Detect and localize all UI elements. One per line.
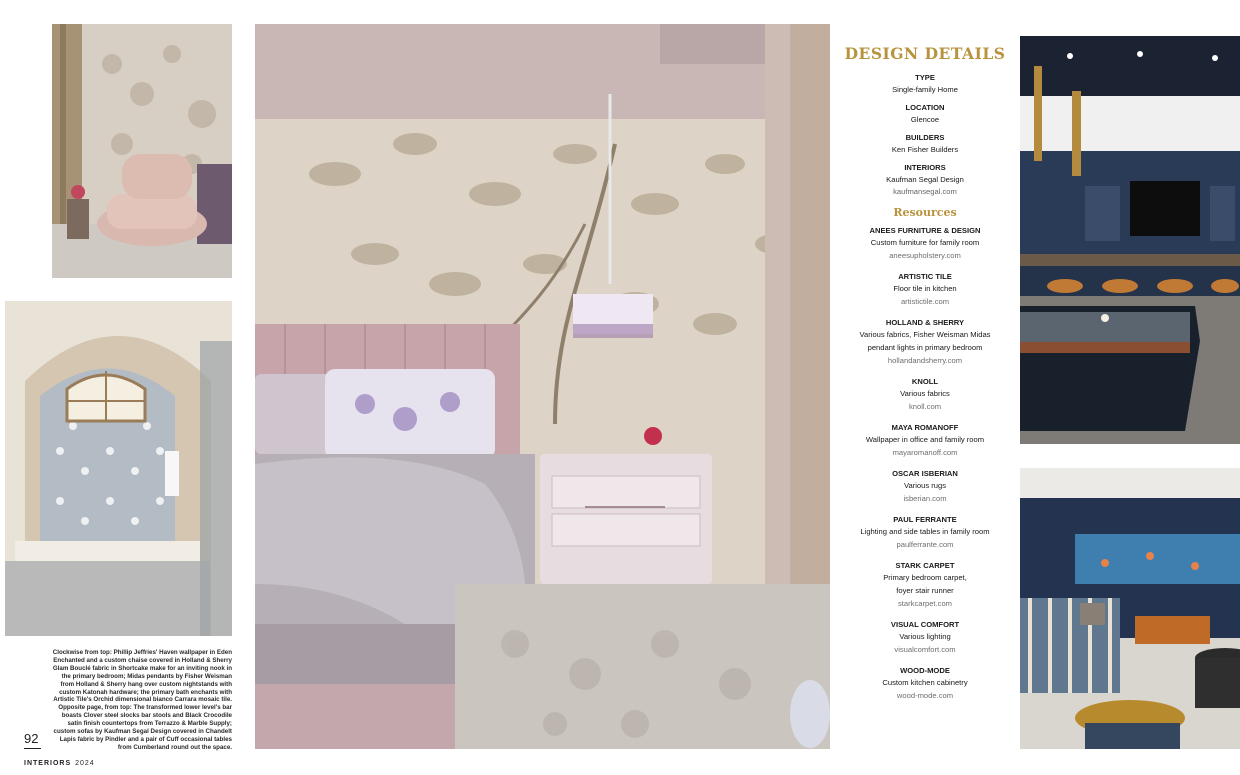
- meta-value: Single-family Home: [892, 85, 958, 94]
- design-details-column: [840, 44, 1010, 711]
- resource-name: VISUAL COMFORT: [890, 620, 960, 629]
- resource-url-link[interactable]: knoll.com: [908, 402, 942, 411]
- resources-heading: Resources: [893, 206, 957, 219]
- resource-name: ARTISTIC TILE: [898, 272, 952, 281]
- page-number-rule: [24, 748, 41, 749]
- bedroom-photo: [255, 24, 830, 749]
- meta-value: Ken Fisher Builders: [891, 145, 959, 154]
- meta-value: Glencoe: [910, 115, 940, 124]
- resource-item: [840, 317, 1010, 367]
- resource-url-link[interactable]: isberian.com: [903, 494, 947, 503]
- resource-item: [840, 376, 1010, 413]
- family-room-photo: [1020, 468, 1240, 749]
- resource-name: PAUL FERRANTE: [893, 515, 957, 524]
- page-number: 92: [24, 731, 39, 746]
- meta-label: INTERIORS: [904, 163, 946, 172]
- resource-desc: Various fabrics: [900, 389, 950, 398]
- resource-item: [840, 225, 1010, 262]
- resource-desc: Primary bedroom carpet,: [883, 573, 967, 582]
- meta-label: LOCATION: [905, 103, 945, 112]
- resource-item: [840, 271, 1010, 308]
- footer-year: 2024: [75, 760, 95, 767]
- resource-url-link[interactable]: mayaromanoff.com: [892, 448, 958, 457]
- resource-item: [840, 619, 1010, 656]
- resource-name: KNOLL: [911, 377, 939, 386]
- resource-desc: Custom kitchen cabinetry: [882, 678, 968, 687]
- chaise-nook-photo: [52, 24, 232, 278]
- meta-type: [840, 73, 1010, 96]
- resource-desc: Wallpaper in office and family room: [865, 435, 985, 444]
- resource-name: ANEES FURNITURE & DESIGN: [869, 226, 981, 235]
- resource-desc: Various rugs: [903, 481, 947, 490]
- resource-item: [840, 422, 1010, 459]
- resource-desc: pendant lights in primary bedroom: [867, 343, 983, 352]
- resource-desc: Custom furniture for family room: [870, 238, 980, 247]
- bath-photo: [5, 301, 232, 636]
- meta-url-link[interactable]: kaufmansegal.com: [893, 187, 957, 196]
- meta-interiors: [840, 163, 1010, 198]
- resource-name: HOLLAND & SHERRY: [885, 318, 965, 327]
- resource-name: OSCAR ISBERIAN: [892, 469, 958, 478]
- resource-name: WOOD-MODE: [900, 666, 950, 675]
- meta-label: BUILDERS: [905, 133, 945, 142]
- magazine-footer: [24, 760, 95, 767]
- bar-photo: [1020, 36, 1240, 444]
- resource-item: [840, 468, 1010, 505]
- resource-desc: Floor tile in kitchen: [893, 284, 957, 293]
- resource-name: MAYA ROMANOFF: [891, 423, 959, 432]
- resource-item: [840, 560, 1010, 610]
- meta-label: TYPE: [915, 73, 935, 82]
- resource-url-link[interactable]: hollandandsherry.com: [887, 356, 963, 365]
- resource-name: STARK CARPET: [895, 561, 955, 570]
- resource-desc: Various fabrics, Fisher Weisman Midas: [859, 330, 991, 339]
- resource-url-link[interactable]: paulferrante.com: [896, 540, 954, 549]
- resource-url-link[interactable]: visualcomfort.com: [894, 645, 956, 654]
- meta-value: Kaufman Segal Design: [886, 175, 964, 184]
- meta-location: [840, 103, 1010, 126]
- resource-desc: Lighting and side tables in family room: [860, 527, 990, 536]
- design-details-title: DESIGN DETAILS: [844, 44, 1006, 63]
- resource-desc: foyer stair runner: [896, 586, 954, 595]
- footer-brand: INTERIORS: [24, 760, 72, 767]
- resource-item: [840, 514, 1010, 551]
- photo-caption: Clockwise from top: Phillip Jeffries' Haven wallpaper in Eden Enchanted and a custom chaise covered in Holland & Sherry Glam Bouclé fabric in Shortcake make for an inviting nook in the primary bedroom; Midas pendants by Fisher Weisman from Holland & Sherry hang over custom nightstands with custom Katonah hardware; the primary bath enchants with Artistic Tile's Orchid dimensional bianco Carrara mosaic tile. Opposite page, from top: The transformed lower level's bar boasts Clover steel slocks bar stools and Black Crocodile satin finish countertops from Terrazzo & Marble Supply; custom sofas by Kaufman Segal Design covered in Chandelt Lapis fabric by Pindler and a pair of Cuff occasional tables from Cumberland round out the space.: [52, 649, 232, 751]
- resource-url-link[interactable]: wood-mode.com: [896, 691, 954, 700]
- resource-desc: Various lighting: [899, 632, 951, 641]
- resource-url-link[interactable]: aneesupholstery.com: [889, 251, 961, 260]
- meta-builders: [840, 133, 1010, 156]
- resource-url-link[interactable]: artistictile.com: [900, 297, 950, 306]
- resource-item: [840, 665, 1010, 702]
- resource-url-link[interactable]: starkcarpet.com: [897, 599, 953, 608]
